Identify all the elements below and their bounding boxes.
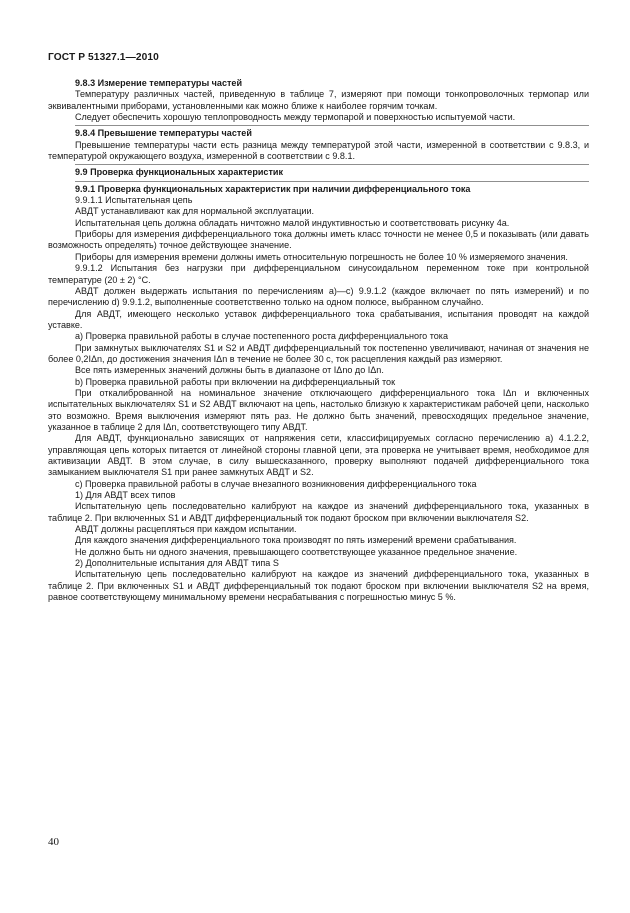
- list-item-c: с) Проверка правильной работы в случае внезапного возникновения дифференциального тока: [75, 478, 477, 489]
- paragraph: Превышение температуры части есть разница между температурой этой части, измеренной в соответствии с 9.8.3, и температурой окружающего воздуха, измеренной в соответствии с 9.8.1.: [48, 139, 589, 162]
- document-body: [48, 78, 589, 603]
- document-header: ГОСТ Р 51327.1—2010: [48, 52, 159, 63]
- section-heading-9-8-4: 9.8.4 Превышение температуры частей: [75, 128, 252, 139]
- paragraph: При замкнутых выключателях S1 и S2 и АВДТ дифференциальный ток постепенно увеличивают, начиная от значения не более 0,2IΔn, до достижения значения IΔn в течение не более 30 с, ток расцепления каждый раз измеряют.: [48, 342, 589, 364]
- paragraph: Не должно быть ни одного значения, превышающего соответствующее указанное предельное значение.: [75, 546, 518, 557]
- divider: [75, 125, 589, 126]
- paragraph: АВДТ устанавливают как для нормальной эксплуатации.: [75, 206, 315, 217]
- page-number: 40: [48, 836, 59, 848]
- paragraph: Приборы для измерения времени должны иметь относительную погрешность не более 10 % измеряемого значения.: [75, 251, 568, 262]
- section-heading-9-8-3: 9.8.3 Измерение температуры частей: [75, 78, 243, 88]
- paragraph: АВДТ должен выдержать испытания по перечислениям а)—с) 9.9.1.2 (каждое включает по пять измерений) и по перечислению d) 9.9.1.2, выполненные соответственно только на одном полюсе, выбранном случайно.: [48, 285, 589, 308]
- paragraph: Испытательная цепь должна обладать ничтожно малой индуктивностью и соответствовать рисунку 4а.: [75, 217, 510, 228]
- list-item-b: b) Проверка правильной работы при включении на дифференциальный ток: [75, 376, 396, 387]
- list-item-c-2: 2) Дополнительные испытания для АВДТ типа S: [75, 558, 279, 569]
- divider: [75, 181, 589, 182]
- section-heading-9-9: 9.9 Проверка функциональных характеристик: [75, 167, 283, 178]
- paragraph: Следует обеспечить хорошую теплопроводность между термопарой и поверхностью испытуемой части.: [75, 112, 516, 123]
- paragraph: Для АВДТ, имеющего несколько уставок дифференциального тока срабатывания, испытания проводят на каждой уставке.: [48, 308, 589, 330]
- divider: [75, 164, 589, 165]
- paragraph: Все пять измеренных значений должны быть в диапазоне от IΔno до IΔn.: [75, 365, 384, 376]
- paragraph: 9.9.1.2 Испытания без нагрузки при дифференциальном синусоидальном переменном токе при контрольной температуре (20 ± 2) °C.: [48, 263, 589, 285]
- paragraph: Приборы для измерения дифференциального тока должны иметь класс точности не менее 0,5 и показывать (или давать возможность определять) точное действующее значение.: [48, 229, 589, 251]
- paragraph: Температуру различных частей, приведенную в таблице 7, измеряют при помощи тонкопроволочных термопар или эквивалентными приборами, установленными как можно ближе к наиболее горячим точкам.: [48, 89, 589, 111]
- list-item-c-1: 1) Для АВДТ всех типов: [75, 490, 176, 501]
- paragraph: Испытательную цепь последовательно калибруют на каждое из значений дифференциального тока, указанных в таблице 2. При включенных S1 и АВДТ дифференциальный ток подают броском при включении выключателя S2.: [48, 501, 589, 523]
- paragraph: При откалиброванной на номинальное значение отключающего дифференциального тока IΔn и включенных испытательных выключателях S1 и S2 АВДТ включают на цепь, настолько близкую к характеристикам рабочей цепи, насколько это возможно. Время выключения измеряют пять раз. Не должно быть значений, превосходящих предельное значение, указанное в таблице 2 для IΔn, соответствующего типу АВДТ.: [48, 387, 589, 432]
- paragraph: АВДТ должны расцепляться при каждом испытании.: [75, 524, 297, 535]
- section-heading-9-9-1: 9.9.1 Проверка функциональных характеристик при наличии дифференциального тока: [75, 183, 471, 194]
- list-item-a: а) Проверка правильной работы в случае постепенного роста дифференциального тока: [75, 331, 448, 342]
- subsection-heading: 9.9.1.1 Испытательная цепь: [75, 195, 193, 206]
- paragraph: Для АВДТ, функционально зависящих от напряжения сети, классифицируемых согласно перечислению а) 4.1.2.2, управляющая цепь которых питается от линейной стороны главной цепи, эта проверка не учитывает время, необходимое для активизации АВДТ. В этом случае, в силу вышесказанного, проверку выполняют подачей дифференциального тока замыканием выключателя S1 при ранее замкнутых АВДТ и S2.: [48, 433, 589, 478]
- paragraph: Для каждого значения дифференциального тока производят по пять измерений времени срабатывания.: [75, 535, 517, 546]
- paragraph: Испытательную цепь последовательно калибруют на каждое из значений дифференциального тока, указанных в таблице 2. При включенных S1 и АВДТ дифференциальный ток подают броском при включении выключателя S2 на время, равное соответствующему минимальному времени несрабатывания с погрешностью минус 5 %.: [48, 569, 589, 603]
